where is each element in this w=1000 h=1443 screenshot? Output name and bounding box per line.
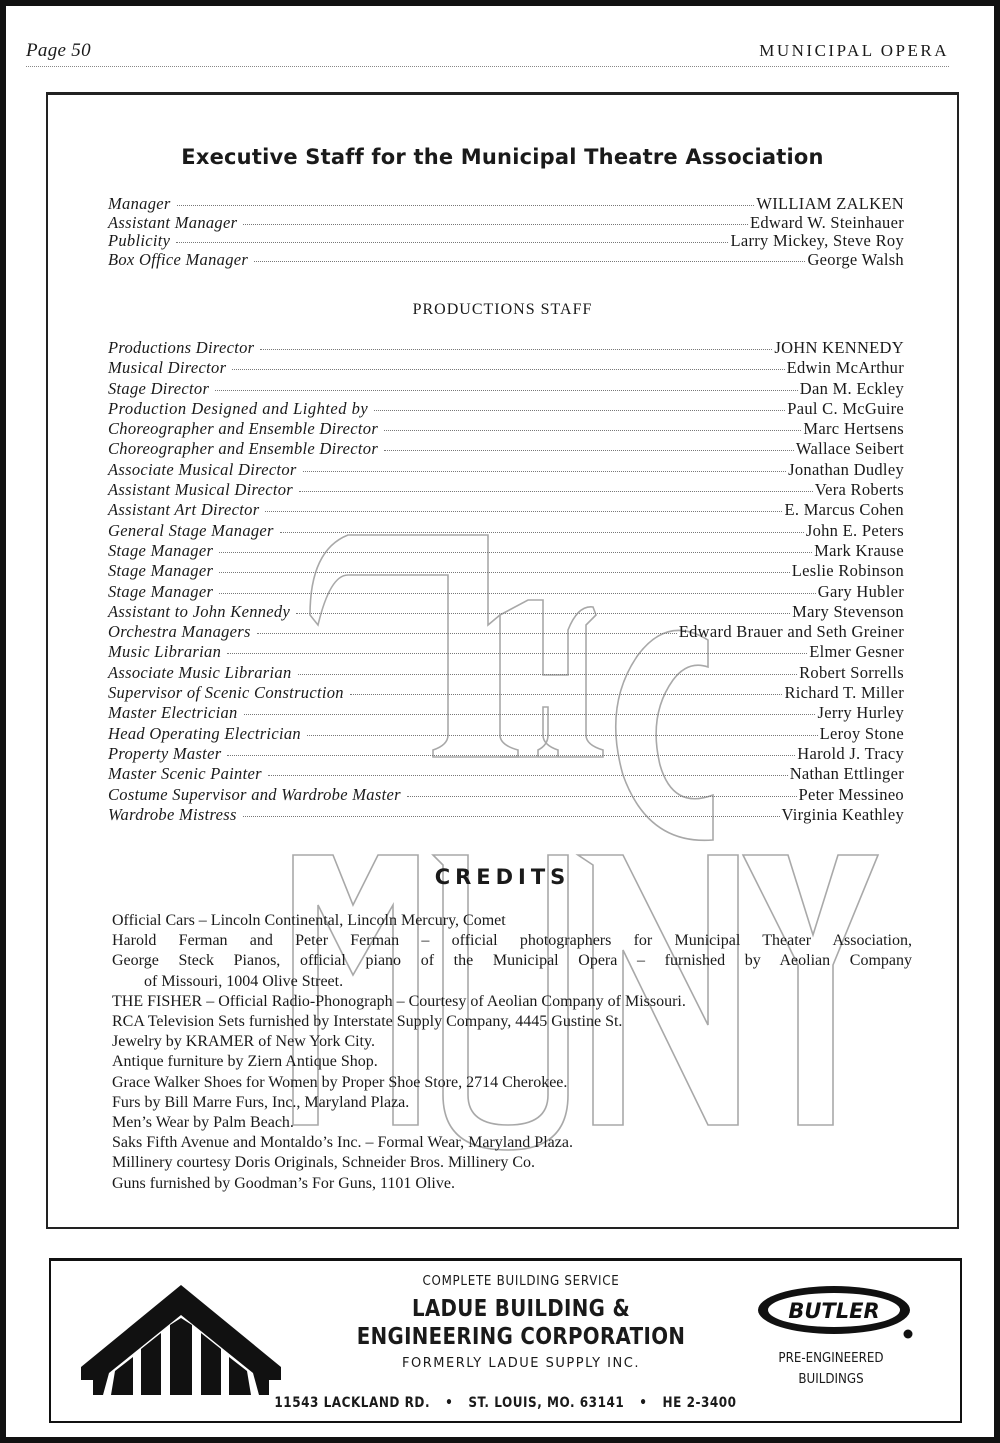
credits-heading: CREDITS — [434, 865, 571, 889]
dot-leader — [232, 369, 784, 370]
company-name — [332, 1295, 710, 1351]
dot-leader — [244, 714, 816, 715]
dot-leader — [177, 205, 755, 206]
credit-line: Grace Walker Shoes for Women by Proper Shoe Store, 2714 Cherokee. — [112, 1073, 568, 1091]
staff-role: Stage Manager — [108, 581, 214, 601]
staff-role: General Stage Manager — [108, 520, 274, 540]
staff-role: Stage Manager — [108, 540, 214, 560]
dot-leader — [307, 735, 818, 736]
staff-row — [108, 703, 904, 723]
staff-role: Head Operating Electrician — [108, 723, 301, 743]
credit-line: Antique furniture by Ziern Antique Shop. — [112, 1053, 378, 1071]
dot-leader — [298, 674, 798, 675]
staff-role: Assistant Art Director — [108, 500, 260, 520]
staff-row — [108, 500, 904, 520]
staff-role: Musical Director — [108, 358, 227, 378]
staff-row — [108, 251, 904, 270]
staff-row — [108, 358, 904, 378]
staff-name: Dan M. Eckley — [799, 378, 904, 398]
dot-leader — [407, 796, 797, 797]
dot-leader — [384, 450, 794, 451]
productions-staff-list — [108, 338, 904, 825]
staff-row — [108, 805, 904, 825]
staff-role: Assistant Manager — [108, 212, 238, 232]
staff-name: Leroy Stone — [819, 723, 904, 743]
staff-row — [108, 683, 904, 703]
dot-leader — [243, 816, 780, 817]
staff-name: Nathan Ettlinger — [789, 764, 904, 784]
credit-line: RCA Television Sets furnished by Interstate Supply Company, 4445 Gustine St. — [112, 1013, 623, 1031]
dot-leader — [350, 694, 783, 695]
credits-list — [112, 911, 912, 1194]
butler-logo-icon — [756, 1284, 916, 1340]
staff-role: Supervisor of Scenic Construction — [108, 683, 344, 703]
staff-credits-panel — [46, 92, 959, 1229]
credit-line: Saks Fifth Avenue and Montaldo’s Inc. – Formal Wear, Maryland Plaza. — [112, 1134, 573, 1152]
dot-leader — [254, 261, 805, 262]
staff-row — [108, 785, 904, 805]
staff-name: Jonathan Dudley — [788, 459, 904, 479]
staff-row — [108, 521, 904, 541]
butler-tagline-line1: PRE-ENGINEERED — [778, 1350, 884, 1366]
staff-name: Edward W. Steinhauer — [749, 212, 904, 232]
staff-name: Richard T. Miller — [784, 683, 904, 703]
advertisement — [49, 1258, 962, 1423]
staff-role: Assistant Musical Director — [108, 480, 294, 500]
butler-tagline — [743, 1348, 919, 1390]
program-page — [6, 6, 994, 1437]
dot-leader — [219, 572, 790, 573]
staff-role: Publicity — [108, 231, 171, 251]
staff-name: Mary Stevenson — [792, 601, 904, 621]
dot-leader — [257, 633, 677, 634]
staff-name: Leslie Robinson — [791, 561, 904, 581]
productions-staff-heading: PRODUCTIONS STAFF — [412, 301, 593, 318]
dot-leader — [176, 242, 728, 243]
street-address: 11543 LACKLAND RD. — [274, 1395, 431, 1411]
dot-leader — [296, 613, 790, 614]
staff-row — [108, 480, 904, 500]
staff-role: Music Librarian — [108, 642, 222, 662]
staff-row — [108, 642, 904, 662]
staff-role: Manager — [108, 194, 171, 213]
staff-name: John E. Peters — [805, 520, 904, 540]
dot-leader — [299, 491, 813, 492]
credit-line: Guns furnished by Goodman’s For Guns, 1101 Olive. — [112, 1174, 455, 1192]
credit-line: Harold Ferman and Peter Ferman – official photographers for Municipal Theater Association, — [112, 932, 912, 950]
staff-name: Mark Krause — [814, 540, 904, 560]
credit-line: Jewelry by KRAMER of New York City. — [112, 1033, 375, 1051]
dot-leader — [303, 471, 786, 472]
staff-role: Productions Director — [108, 338, 255, 357]
staff-role: Property Master — [108, 743, 222, 763]
staff-name: Edwin McArthur — [786, 358, 904, 378]
credit-line: Men’s Wear by Palm Beach. — [112, 1114, 294, 1132]
dot-leader — [260, 349, 772, 350]
staff-name: WILLIAM ZALKEN — [756, 194, 904, 213]
staff-row — [108, 744, 904, 764]
staff-role: Costume Supervisor and Wardrobe Master — [108, 784, 401, 804]
staff-name: Paul C. McGuire — [787, 398, 904, 418]
staff-role: Associate Musical Director — [108, 459, 297, 479]
svg-text:BUTLER: BUTLER — [788, 1299, 880, 1323]
staff-row — [108, 582, 904, 602]
dot-leader — [268, 775, 788, 776]
ad-tagline: COMPLETE BUILDING SERVICE — [422, 1273, 620, 1289]
dot-leader — [215, 390, 798, 391]
staff-role: Master Scenic Painter — [108, 764, 262, 784]
staff-name: Gary Hubler — [817, 581, 904, 601]
staff-row — [108, 602, 904, 622]
staff-role: Choreographer and Ensemble Director — [108, 419, 379, 439]
staff-role: Stage Manager — [108, 561, 214, 581]
staff-name: JOHN KENNEDY — [774, 338, 904, 357]
staff-row — [108, 541, 904, 561]
phone-number: HE 2-3400 — [662, 1395, 737, 1411]
executive-staff-heading: Executive Staff for the Municipal Theatre Association — [181, 145, 824, 169]
staff-name: George Walsh — [807, 249, 904, 269]
formerly-line: FORMERLY LADUE SUPPLY INC. — [402, 1356, 640, 1371]
running-header — [26, 38, 949, 67]
company-name-line1: LADUE BUILDING & — [411, 1296, 631, 1322]
staff-name: Jerry Hurley — [817, 703, 904, 723]
credit-line: THE FISHER – Official Radio-Phonograph – Courtesy of Aeolian Company of Missouri. — [112, 992, 686, 1010]
credit-line: Millinery courtesy Doris Originals, Schneider Bros. Millinery Co. — [112, 1154, 536, 1172]
staff-name: Marc Hertsens — [803, 419, 904, 439]
dot-leader — [280, 532, 804, 533]
staff-row — [108, 561, 904, 581]
dot-leader — [227, 755, 795, 756]
dot-leader — [219, 593, 816, 594]
staff-row — [108, 724, 904, 744]
credit-line: of Missouri, 1004 Olive Street. — [144, 972, 344, 990]
ad-company-block — [301, 1273, 741, 1371]
city-state-zip: ST. LOUIS, MO. 63141 — [468, 1395, 625, 1411]
executive-staff-list — [108, 195, 904, 269]
staff-role: Production Designed and Lighted by — [108, 398, 369, 418]
publication-title: MUNICIPAL OPERA — [759, 41, 949, 60]
staff-row — [108, 379, 904, 399]
dot-leader — [243, 224, 748, 225]
staff-row — [108, 214, 904, 233]
dot-leader — [227, 653, 807, 654]
staff-name: Robert Sorrells — [799, 662, 904, 682]
staff-role: Orchestra Managers — [108, 622, 251, 642]
staff-row — [108, 439, 904, 459]
staff-role: Associate Music Librarian — [108, 662, 292, 682]
staff-name: Wallace Seibert — [795, 439, 904, 459]
staff-row — [108, 663, 904, 683]
dot-leader — [265, 511, 782, 512]
staff-name: Peter Messineo — [798, 784, 904, 804]
staff-row — [108, 195, 904, 214]
company-name-line2: ENGINEERING CORPORATION — [356, 1324, 686, 1350]
staff-row — [108, 622, 904, 642]
staff-row — [108, 338, 904, 358]
bullet-separator: • — [445, 1395, 454, 1411]
credit-line: Official Cars – Lincoln Continental, Lincoln Mercury, Comet — [112, 912, 506, 929]
dot-leader — [219, 552, 812, 553]
dot-leader — [384, 430, 801, 431]
staff-row — [108, 419, 904, 439]
credit-line: Furs by Bill Marre Furs, Inc., Maryland Plaza. — [112, 1093, 410, 1111]
staff-name: Edward Brauer and Seth Greiner — [678, 622, 904, 642]
butler-tagline-line2: BUILDINGS — [798, 1371, 864, 1387]
building-icon — [81, 1285, 281, 1395]
page-number: Page 50 — [26, 40, 91, 61]
ad-contact-line — [115, 1395, 897, 1411]
staff-name: Virginia Keathley — [781, 804, 904, 824]
staff-row — [108, 460, 904, 480]
dot-leader — [374, 410, 785, 411]
staff-role: Box Office Manager — [108, 249, 249, 269]
staff-row — [108, 764, 904, 784]
staff-name: Harold J. Tracy — [797, 743, 904, 763]
staff-role: Stage Director — [108, 378, 210, 398]
staff-role: Wardrobe Mistress — [108, 804, 237, 824]
staff-name: Elmer Gesner — [809, 642, 904, 662]
staff-name: E. Marcus Cohen — [784, 500, 904, 520]
staff-name: Vera Roberts — [814, 480, 904, 500]
staff-name: Larry Mickey, Steve Roy — [730, 231, 904, 251]
staff-role: Choreographer and Ensemble Director — [108, 439, 379, 459]
bullet-separator: • — [639, 1395, 648, 1411]
staff-row — [108, 399, 904, 419]
staff-role: Assistant to John Kennedy — [108, 601, 291, 621]
credit-line: George Steck Pianos, official piano of the Municipal Opera – furnished by Aeolian Company — [112, 952, 912, 970]
staff-role: Master Electrician — [108, 703, 238, 723]
staff-row — [108, 232, 904, 251]
